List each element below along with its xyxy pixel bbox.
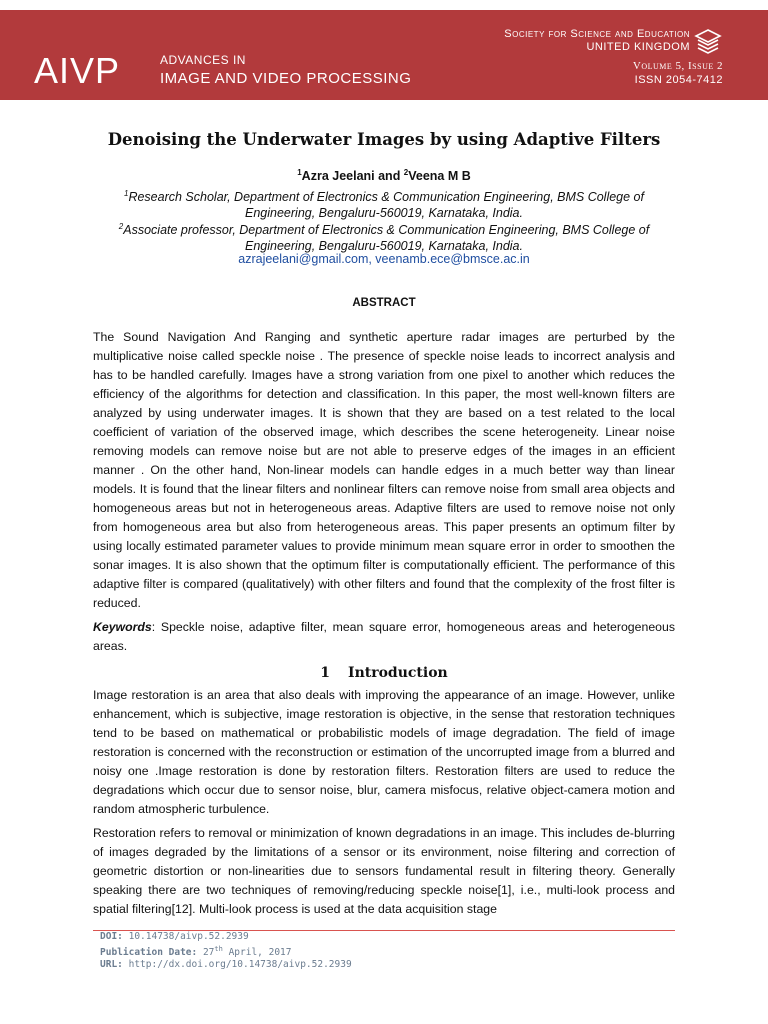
section-number: 1 <box>320 665 331 681</box>
intro-paragraph-1: Image restoration is an area that also deals with improving the appearance of an image. However, unlike enhancement, which is subjective, image restoration is objective, in the sense that restoration techniques tend to be based on mathematical or probabilistic models of image degradation. The field of image restoration is concerned with the reconstruction or estimation of the uncorrupted image from a blurred and noisy one .Image restoration is done by restoration filters. Restoration filters are used to reduce the degradations which occur due to sensor noise, blur, camera misfocus, relative object-camera motion and random atmospheric turbulence. <box>93 688 675 816</box>
author2-name: Veena M B <box>408 169 471 184</box>
author-line <box>0 168 768 183</box>
volume-issue: Volume 5, Issue 2 <box>632 60 723 72</box>
pubdate-suffix: th <box>214 945 223 953</box>
footer-pubdate <box>100 943 352 959</box>
pubdate-rest: April, 2017 <box>222 947 292 959</box>
affil2-text: Associate professor, Department of Electronics & Communication Engineering, BMS College of Engineering, Bengaluru-560019, Karnataka, India. <box>123 223 650 254</box>
author1-name: Azra Jeelani and <box>301 169 404 184</box>
society-country: UNITED KINGDOM <box>586 41 690 53</box>
author1-mark: 1 <box>297 168 302 177</box>
abstract-heading: ABSTRACT <box>352 297 416 309</box>
doi-label: DOI: <box>100 931 123 942</box>
section-heading-introduction <box>0 665 768 681</box>
affil1-mark: 1 <box>124 189 129 198</box>
url-label: URL: <box>100 959 123 971</box>
intro-paragraph-2: Restoration refers to removal or minimization of known degradations in an image. This includes de-blurring of images degraded by the limitations of a sensor or its environment, noise filtering and correction of geometric distortion or non-linearities due to sensors fundamental result in filtering theory. Generally speaking there are two techniques of removing/reducing speckle noise[1], i.e., multi-look process and spatial filtering[12]. Multi-look process is used at the data acquisition stage <box>93 826 675 916</box>
keywords-label: Keywords <box>93 620 152 634</box>
aivp-logo: AIVP <box>34 50 121 91</box>
keywords-paragraph <box>93 618 675 656</box>
footer-doi <box>100 931 352 943</box>
author2-mark: 2 <box>403 168 409 177</box>
affiliation-1 <box>90 186 678 221</box>
issn: ISSN 2054-7412 <box>634 74 723 86</box>
doi-value[interactable]: 10.14738/aivp.52.2939 <box>122 931 249 942</box>
affiliation-2 <box>90 219 678 254</box>
abstract-body: The Sound Navigation And Ranging and synthetic aperture radar images are perturbed by the multiplicative noise called speckle noise . The presence of speckle noise leads to incorrect analysis and has to be handled carefully. Images have a strong variation from one pixel to another which reduces the efficiency of the algorithms for detection and classification. In this paper, the most well-known filters are analyzed by using underwater images. It is shown that they are based on a test related to the local coefficient of variation of the observed image, which describes the scene heterogeneity. Linear noise removing models can remove noise but are not able to preserve edges of the images in an efficient manner . On the other hand, Non-linear models can handle edges in a much better way than linear models. It is found that the linear filters and nonlinear filters can remove noise from small area objects and homogeneous areas but not in heterogeneous areas. Adaptive filters are used to remove noise not only from homogeneous area but also from heterogeneous areas. This paper presents an optimum filter by using locally estimated parameter values to provide minimum mean square error in order to smoothen the sonar images. It is also shown that the optimum filter is computationally efficient. The performance of this adaptive filter is compared (qualitatively) with other filters and found that the complexity of the frost filter is reduced. <box>93 330 675 610</box>
section-title: Introduction <box>348 665 448 681</box>
pubdate-day: 27 <box>197 947 215 959</box>
journal-name-line1: ADVANCES IN <box>160 53 246 67</box>
publication-footer <box>100 931 352 971</box>
url-value[interactable]: http://dx.doi.org/10.14738/aivp.52.2939 <box>122 959 352 971</box>
society-name: Society for Science and Education <box>504 28 690 40</box>
journal-header-banner <box>0 10 768 100</box>
affil2-mark: 2 <box>118 222 124 231</box>
pubdate-label: Publication Date: <box>100 947 198 959</box>
affil1-text: Research Scholar, Department of Electronics & Communication Engineering, BMS College of Engineering, Bengaluru-560019, Karnataka, India. <box>128 190 644 221</box>
paper-title: Denoising the Underwater Images by using Adaptive Filters <box>107 130 661 149</box>
author-emails[interactable]: azrajeelani@gmail.com, veenamb.ece@bmsce.ac.in <box>238 252 530 266</box>
journal-name-line2: IMAGE AND VIDEO PROCESSING <box>160 70 412 87</box>
society-logo-icon <box>694 28 722 56</box>
footer-url <box>100 959 352 971</box>
keywords-text: : Speckle noise, adaptive filter, mean square error, homogeneous areas and heterogeneous areas. <box>93 620 675 653</box>
